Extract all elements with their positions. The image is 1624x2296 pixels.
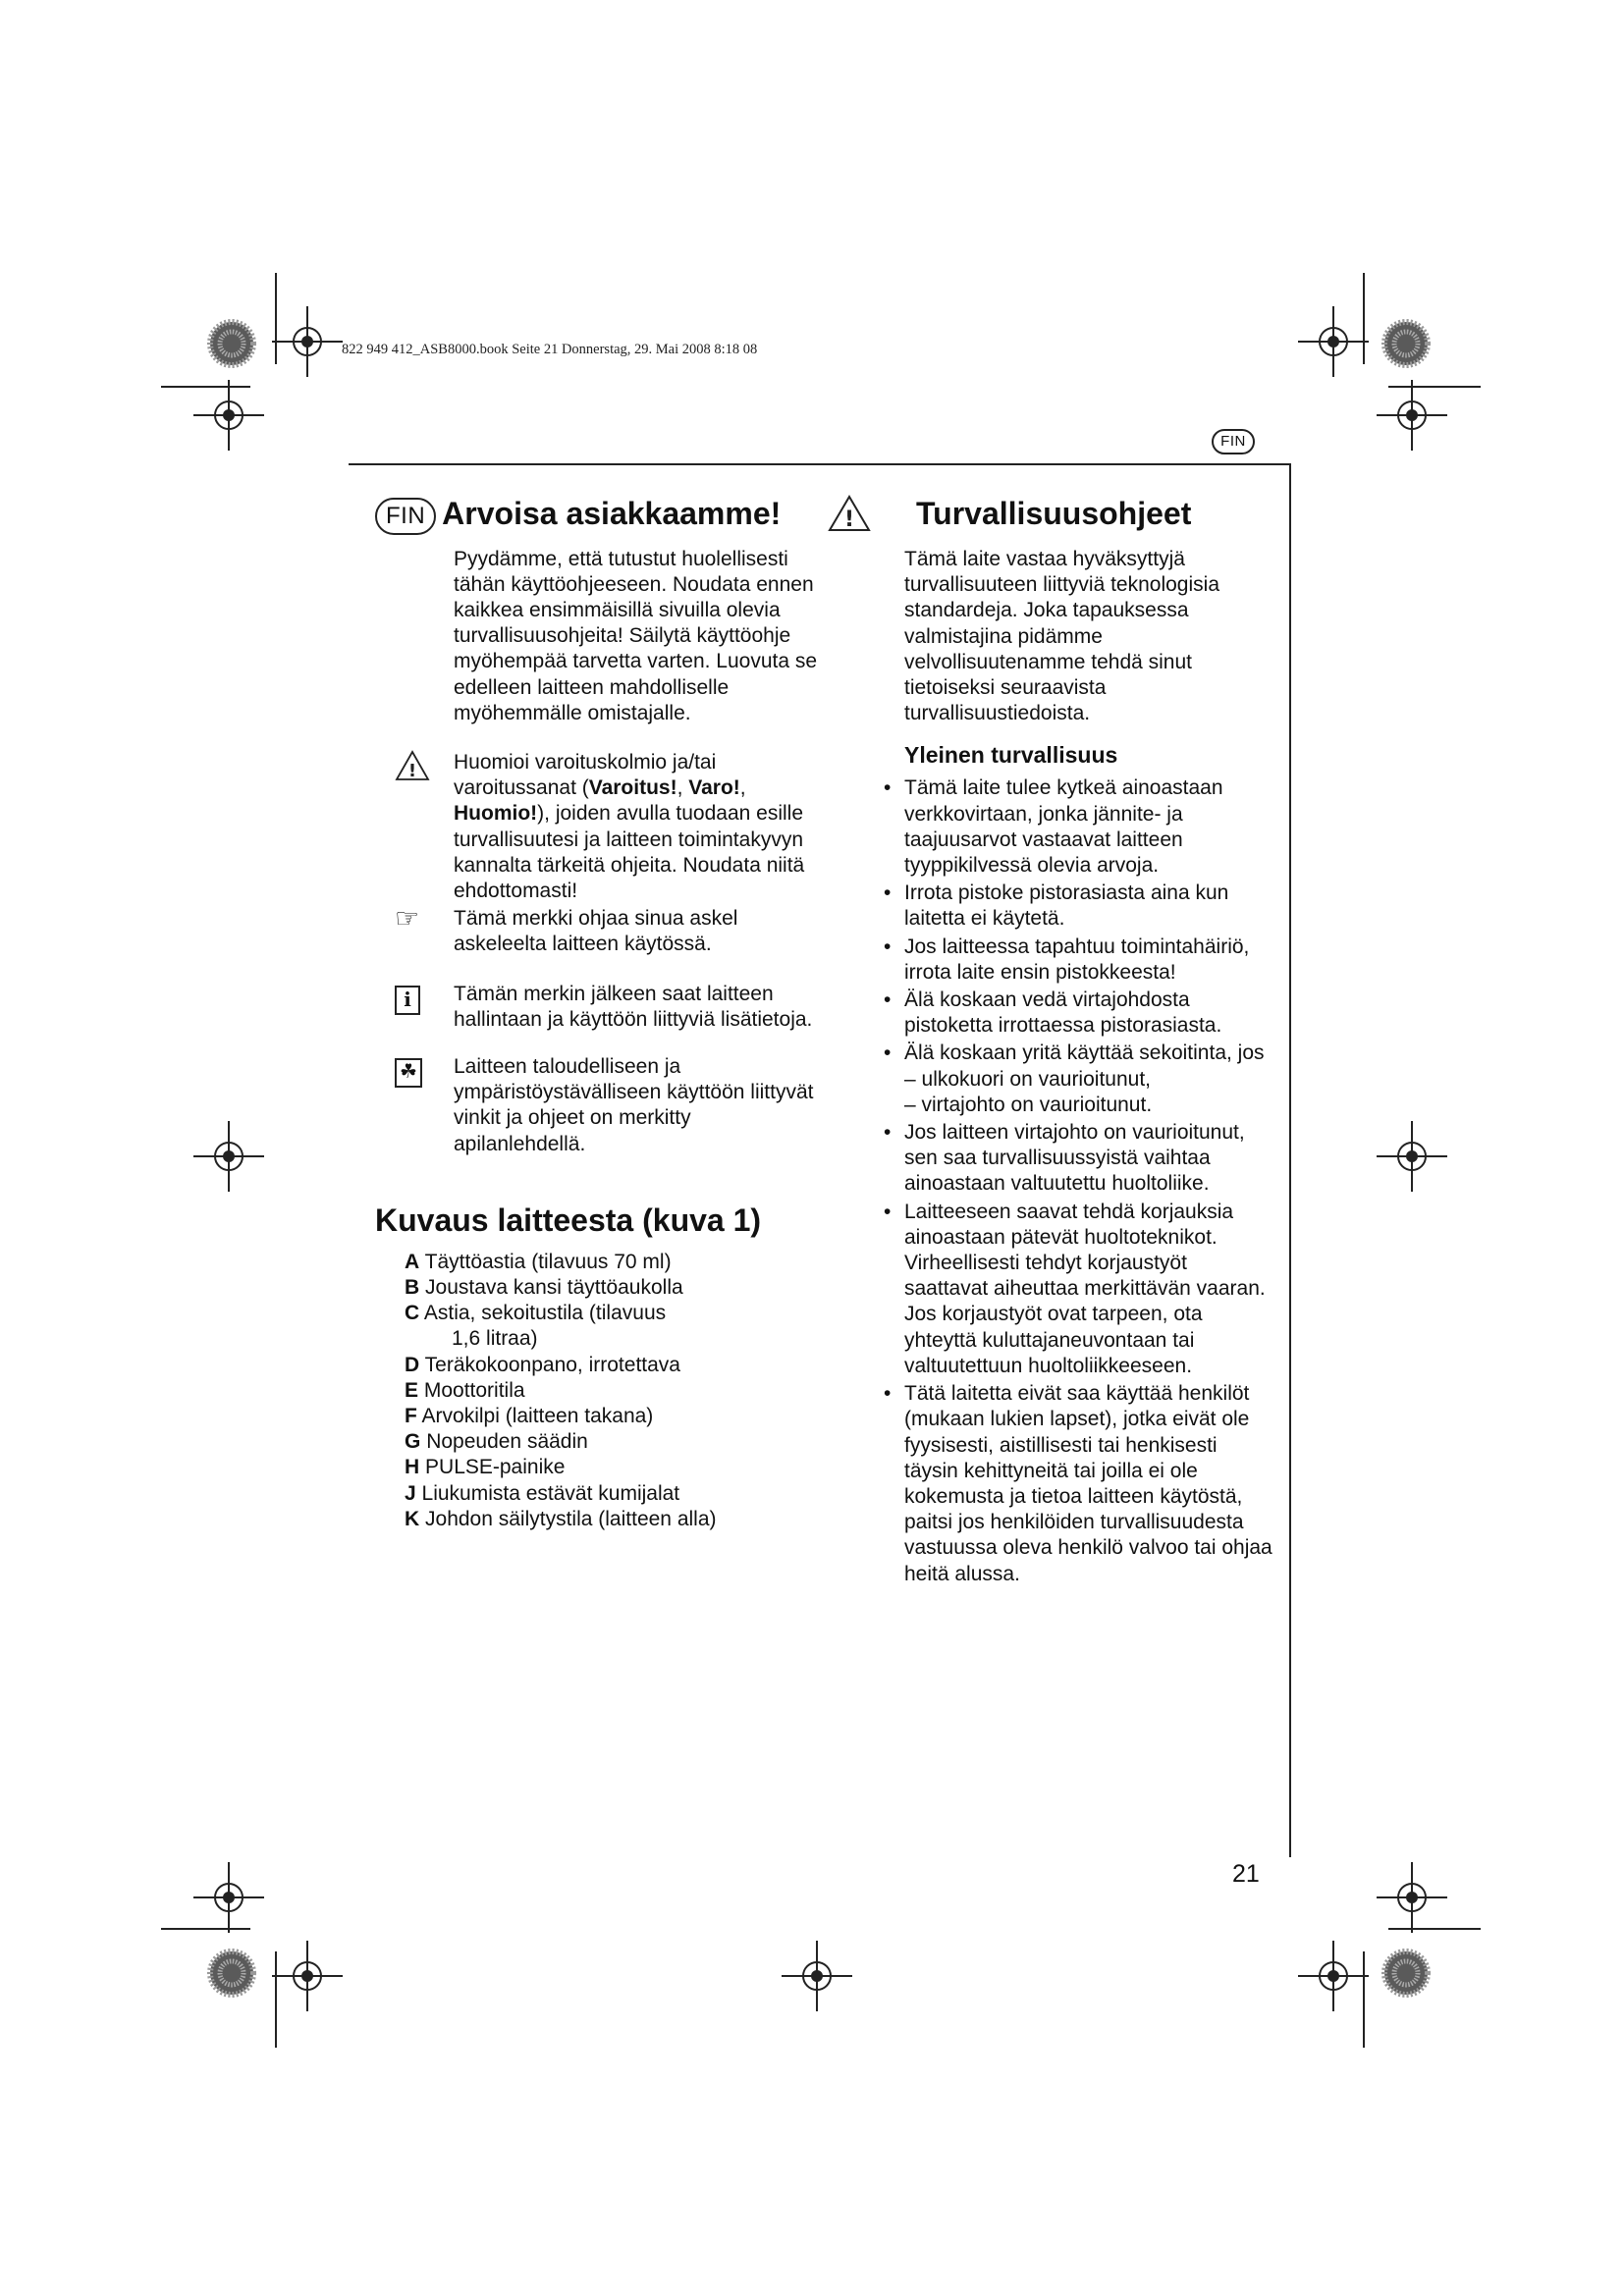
clover-leaf-icon: ☘	[395, 1058, 422, 1088]
left-column	[375, 494, 827, 1532]
greeting-title: Arvoisa asiakkaamme!	[442, 496, 782, 531]
part-item: K Johdon säilytystila (laitteen alla)	[405, 1507, 717, 1530]
part-item: C Astia, sekoitustila (tilavuus 1,6 litraa)	[405, 1302, 667, 1351]
safety-bullet: • Tämä laite tulee kytkeä ainoastaan verkkovirtaan, jonka jännite- ja taajuusarvot vastaavat laitteen tyyppikilvessä olevia arvoja.	[884, 775, 1274, 879]
parts-heading: Kuvaus laitteesta (kuva 1)	[375, 1201, 762, 1238]
safety-heading	[828, 494, 1274, 533]
safety-bullet: • Laitteeseen saavat tehdä korjauksia ainoastaan pätevät huoltoteknikot. Virheellisesti tehdyt korjaustyöt saattavat aiheuttaa merkittävän vaaran. Jos korjaustyöt ovat tarpeen, ota yhteyttä kuluttajaneuvontaan tai valtuutettuun huoltoliikkeeseen.	[884, 1200, 1274, 1379]
part-item: F Arvokilpi (laitteen takana)	[405, 1405, 654, 1428]
side-rule	[1289, 463, 1291, 1857]
part-item: H PULSE-painike	[405, 1456, 566, 1479]
part-item: J Liukumista estävät kumijalat	[405, 1481, 680, 1505]
page-number: 21	[1232, 1860, 1260, 1888]
warning-note	[375, 750, 827, 904]
svg-text:!: !	[843, 507, 855, 532]
warning-triangle-icon	[395, 750, 430, 781]
pointing-hand-icon: ☞	[395, 903, 420, 934]
general-safety-subtitle: Yleinen turvallisuus	[904, 742, 1118, 769]
svg-text:!: !	[407, 760, 417, 781]
safety-bullet: • Älä koskaan vedä virtajohdosta pistoketta irrottaessa pistorasiasta.	[884, 988, 1274, 1039]
safety-bullet: • Tätä laitetta eivät saa käyttää henkilöt (mukaan lukien lapset), jotka eivät ole fyysisesti, aistillisesti tai henkisesti täysin kehittyneitä tai joilla ei ole kokemusta ja tietoa laitteen käytöstä, paitsi jos henkilöiden turvallisuudesta vastuussa oleva henkilö valvoo tai ohjaa heitä alussa.	[884, 1381, 1274, 1587]
language-badge: FIN	[1212, 429, 1255, 454]
warning-triangle-icon	[828, 495, 871, 532]
right-column	[833, 494, 1274, 1589]
step-note-text: Tämä merkki ohjaa sinua askel askeleelta laitteen käytössä.	[454, 907, 738, 956]
greeting-heading	[375, 494, 827, 535]
eco-note-text: Laitteen taloudelliseen ja ympäristöystävälliseen käyttöön liittyvät vinkit ja ohjeet on merkitty apilanlehdellä.	[454, 1055, 814, 1155]
header-rule	[349, 463, 1291, 465]
safety-bullet: • Irrota pistoke pistorasiasta aina kun laitetta ei käytetä.	[884, 881, 1274, 932]
info-note-text: Tämän merkin jälkeen saat laitteen hallintaan ja käyttöön liittyviä lisätietoja.	[454, 982, 813, 1031]
eco-note	[375, 1054, 827, 1157]
parts-list	[405, 1250, 827, 1532]
warning-note-text: Huomioi varoituskolmio ja/tai varoitussanat (Varoitus!, Varo!, Huomio!), joiden avulla tuodaan esille turvallisuutesi ja laitteen toimintakyvyn kannalta tärkeitä ohjeita. Noudata niitä ehdottomasti!	[454, 750, 805, 902]
part-item: A Täyttöastia (tilavuus 70 ml)	[405, 1250, 672, 1273]
step-note	[375, 903, 827, 957]
safety-bullet: • Jos laitteessa tapahtuu toimintahäiriö, irrota laite ensin pistokkeesta!	[884, 934, 1274, 986]
info-icon: i	[395, 986, 420, 1015]
fin-badge: FIN	[375, 498, 436, 535]
part-item: G Nopeuden säädin	[405, 1430, 588, 1454]
part-item: D Teräkokoonpano, irrotettava	[405, 1353, 680, 1376]
greeting-intro: Pyydämme, että tutustut huolellisesti tähän käyttöohjeeseen. Noudata ennen kaikkea ensimmäisillä sivuilla olevia turvallisuusohjeita! Säilytä käyttöohje myöhempää tarvetta varten. Luovuta se edelleen laitteen mahdolliselle myöhemmälle omistajalle.	[454, 547, 818, 724]
safety-intro: Tämä laite vastaa hyväksyttyjä turvallisuuteen liittyviä teknologisia standardeja. Joka tapauksessa valmistajina pidämme velvollisuutenamme tehdä sinut tietoiseksi seuraavista turvallisuustiedoista.	[904, 548, 1219, 725]
safety-bullets	[884, 775, 1274, 1586]
part-item: B Joustava kansi täyttöaukolla	[405, 1276, 683, 1300]
safety-title: Turvallisuusohjeet	[916, 496, 1192, 531]
part-item: E Moottoritila	[405, 1378, 525, 1402]
print-header: 822 949 412_ASB8000.book Seite 21 Donnerstag, 29. Mai 2008 8:18 08	[342, 342, 758, 357]
safety-bullet: • Älä koskaan yritä käyttää sekoitinta, jos – ulkokuori on vaurioitunut, – virtajohto on vaurioitunut.	[884, 1041, 1274, 1118]
safety-bullet: • Jos laitteen virtajohto on vaurioitunut, sen saa turvallisuussyistä vaihtaa ainoastaan valtuutettu huoltoliike.	[884, 1120, 1274, 1198]
info-note	[375, 982, 827, 1033]
